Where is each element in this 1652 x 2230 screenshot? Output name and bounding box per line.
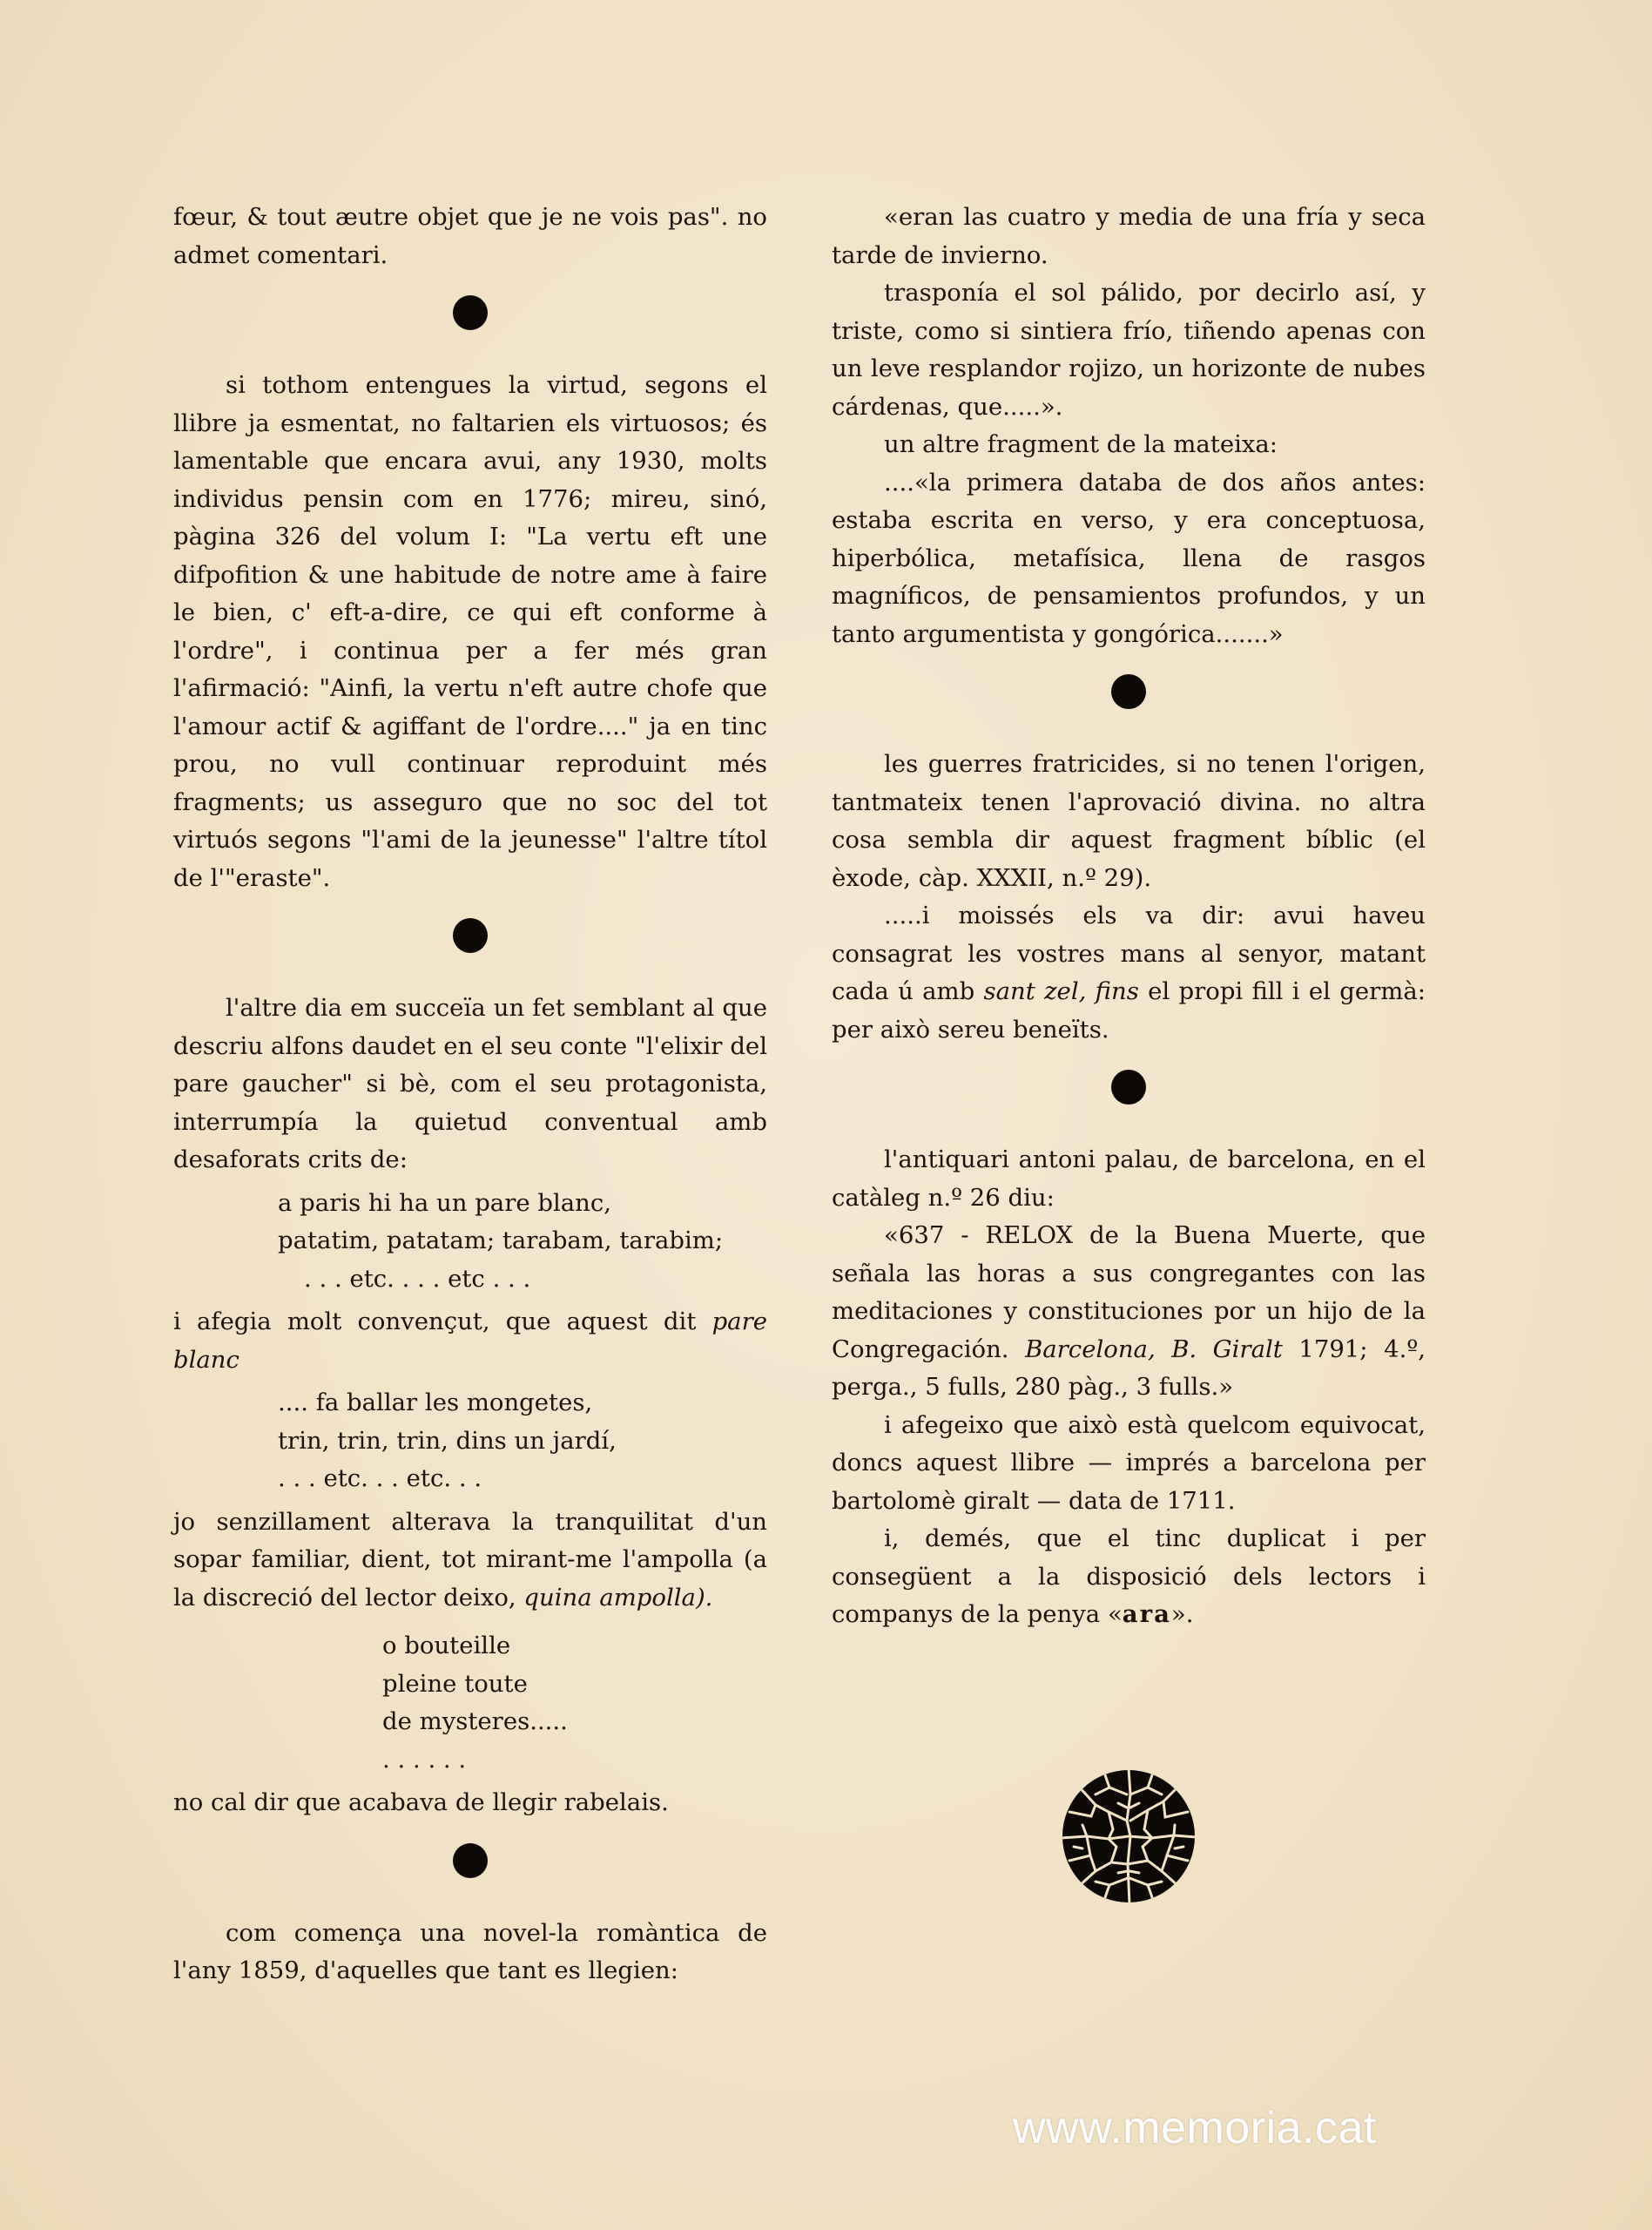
verse-line: patatim, patatam; tarabam, tarabim; — [278, 1226, 724, 1254]
verse — [173, 1384, 767, 1498]
paragraph: l'altre dia em succeïa un fet semblant al que descriu alfons daudet en el seu conte "l'elixir del pare gaucher" si bè, com el seu protagonista, interrumpía la quietud conventual amb desaforats crits de: — [173, 994, 767, 1173]
paragraph: i afegia molt convençut, que aquest dit pare blanc — [173, 1308, 767, 1374]
section-dot-icon — [1111, 1070, 1146, 1105]
ara-logo-text: ara — [1122, 1600, 1171, 1628]
paragraph: com comença una novel-la romàntica de l'any 1859, d'aquelles que tant es llegien: — [173, 1918, 767, 1984]
paragraph: i, demés, que el tinc duplicat i per consegüent a la disposició dels lectors i companys de la penya «ara». — [832, 1524, 1426, 1628]
paragraph: trasponía el sol pálido, por decirlo así, y triste, como si sintiera frío, tiñendo apenas con un leve resplandor rojizo, un horizonte de nubes cárdenas, que.....». — [832, 279, 1426, 421]
section-dot-icon — [453, 918, 488, 953]
section-dot-icon — [453, 295, 488, 330]
paragraph: fœur, & tout æutre objet que je ne vois pas". no admet comentari. — [173, 203, 767, 269]
paragraph: «eran las cuatro y media de una fría y seca tarde de invierno. — [832, 203, 1426, 269]
verse-line: .... fa ballar les mongetes, — [278, 1389, 593, 1416]
verse-line: . . . etc. . . etc. . . — [278, 1464, 482, 1492]
cracked-circle-emblem-icon — [1061, 1768, 1197, 1904]
verse-line: . . . . . . — [382, 1745, 467, 1774]
verse-line: pleine toute — [382, 1669, 528, 1698]
watermark: www.memoria.cat — [1013, 2103, 1377, 2153]
section-dot-icon — [453, 1843, 488, 1878]
verse-line: a paris hi ha un pare blanc, — [278, 1188, 611, 1217]
paragraph: un altre fragment de la mateixa: — [884, 430, 1278, 458]
paragraph: si tothom entengues la virtud, segons el llibre ja esmentat, no faltarien els virtuosos; és lamentable que encara avui, any 1930, molts individus pensin com en 1776; mireu, sinó, pàgina 326 del volum I: "La vertu eft une difpofition & une habitude de notre ame à faire le bien, c' eft-a-dire, ce qui eft conforme à l'ordre", i continua per a fer més gran l'afirmació: "Ainfi, la vertu n'eft autre chofe que l'amour actif & agiffant de l'ordre...." ja en tinc prou, no vull continuar reproduint més fragments; us asseguro que no soc del tot virtuós segons "l'ami de la jeunesse" l'altre títol de l'"eraste". — [173, 371, 767, 892]
left-column — [173, 199, 767, 1990]
right-column — [832, 199, 1426, 1634]
verse-line: o bouteille — [382, 1632, 511, 1659]
paragraph: .....i moissés els va dir: avui haveu consagrat les vostres mans al senyor, matant cada ú amb sant zel, fins el propi fill i el germà: per això sereu beneïts. — [832, 902, 1426, 1044]
paragraph: les guerres fratricides, si no tenen l'origen, tantmateix tenen l'aprovació divina. no altra cosa sembla dir aquest fragment bíblic (el èxode, càp. XXXII, n.º 29). — [832, 750, 1426, 892]
section-dot-icon — [1111, 674, 1146, 709]
paragraph: no cal dir que acabava de llegir rabelais. — [173, 1788, 669, 1816]
verse — [173, 1627, 767, 1779]
paragraph: ....«la primera databa de dos años antes: estaba escrita en verso, y era conceptuosa, hiperbólica, metafísica, llena de rasgos magníficos, de pensamientos profundos, y un tanto argumentista y gongórica.......» — [832, 468, 1426, 648]
verse-line: de mysteres..... — [382, 1707, 568, 1735]
paragraph: i afegeixo que això està quelcom equivocat, doncs aquest llibre — imprés a barcelona per bartolomè giralt — data de 1711. — [832, 1410, 1426, 1515]
paragraph: «637 - RELOX de la Buena Muerte, que señala las horas a sus congregantes con las meditaciones y constituciones por un hijo de la Congregación. Barcelona, B. Giralt 1791; 4.º, perga., 5 fulls, 280 pàg., 3 fulls.» — [832, 1221, 1426, 1401]
paragraph: jo senzillament alterava la tranquilitat d'un sopar familiar, dient, tot mirant-me l'ampolla (a la discreció del lector deixo, quina ampolla). — [173, 1507, 767, 1612]
verse-line: trin, trin, trin, dins un jardí, — [278, 1426, 617, 1455]
verse-line: . . . etc. . . . etc . . . — [304, 1264, 531, 1293]
verse — [173, 1185, 767, 1299]
paragraph: l'antiquari antoni palau, de barcelona, en el catàleg n.º 26 diu: — [832, 1145, 1426, 1212]
